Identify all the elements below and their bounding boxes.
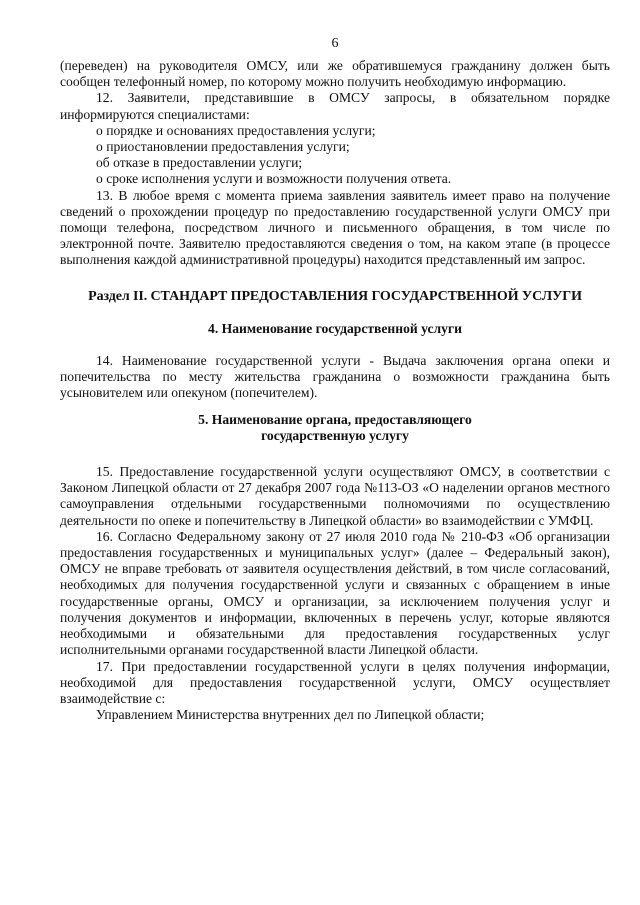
paragraph-14: 14. Наименование государственной услуги - Выдача заключения органа опеки и попечительства по месту жительства гражданина о возможности гражданина быть усыновителем или опекуном (попечителем). <box>60 353 610 401</box>
paragraph-16: 16. Согласно Федеральному закону от 27 июля 2010 года № 210-ФЗ «Об организации предоставления государственных и муниципальных услуг» (далее – Федеральный закон), ОМСУ не вправе требовать от заявителя осуществления действий, в том числе согласований, необходимых для получения государственной услуги и связанных с обращением в иные государственные органы, ОМСУ и организации, за исключением получения услуг и получения документов и информации, включенных в перечень услуг, которые являются необходимыми и обязательными для предоставления государственных услуг исполнительными органами государственной власти Липецкой области. <box>60 528 610 658</box>
subsection-5-title-line1: 5. Наименование органа, предоставляющего <box>198 411 472 427</box>
document-page <box>60 36 610 723</box>
paragraph-15: 15. Предоставление государственной услуги осуществляют ОМСУ, в соответствии с Законом Липецкой области от 27 декабря 2007 года №113-ОЗ «О наделении органов местного самоуправления отдельными государственными полномочиями по осуществлению деятельности по опеке и попечительству в Липецкой области» во взаимодействии с УМФЦ. <box>60 464 610 528</box>
subsection-5-title-line2: государственную услугу <box>261 427 409 443</box>
list-12 <box>60 123 610 188</box>
paragraph-12: 12. Заявители, представившие в ОМСУ запросы, в обязательном порядке информируются специалистами: <box>60 90 610 122</box>
paragraph-continuation: (переведен) на руководителя ОМСУ, или же обратившемуся гражданину должен быть сообщен телефонный номер, по которому можно получить необходимую информацию. <box>60 58 610 90</box>
list-item: о приостановлении предоставления услуги; <box>96 139 350 155</box>
paragraph-17: 17. При предоставлении государственной услуги в целях получения информации, необходимой для предоставления государственной услуги, ОМСУ осуществляет взаимодействие с: <box>60 658 610 706</box>
paragraph-17-item: Управлением Министерства внутренних дел по Липецкой области; <box>96 707 485 723</box>
list-item: о порядке и основаниях предоставления услуги; <box>96 122 376 138</box>
paragraph-13: 13. В любое время с момента приема заявления заявитель имеет право на получение сведений о прохождении процедур по предоставлению государственной услуги ОМСУ при помощи телефона, посредством личного и письменного обращения, в том числе по электронной почте. Заявителю предоставляются сведения о том, на каком этапе (в процессе выполнения каждой административной процедуры) находится представленный им запрос. <box>60 187 610 268</box>
subsection-4-title: 4. Наименование государственной услуги <box>208 320 462 336</box>
subsection-5-title <box>60 412 610 444</box>
section-2-title: Раздел II. СТАНДАРТ ПРЕДОСТАВЛЕНИЯ ГОСУДАРСТВЕННОЙ УСЛУГИ <box>88 288 582 304</box>
page-number: 6 <box>331 36 339 51</box>
list-item: об отказе в предоставлении услуги; <box>96 155 303 171</box>
list-item: о сроке исполнения услуги и возможности получения ответа. <box>96 171 452 187</box>
